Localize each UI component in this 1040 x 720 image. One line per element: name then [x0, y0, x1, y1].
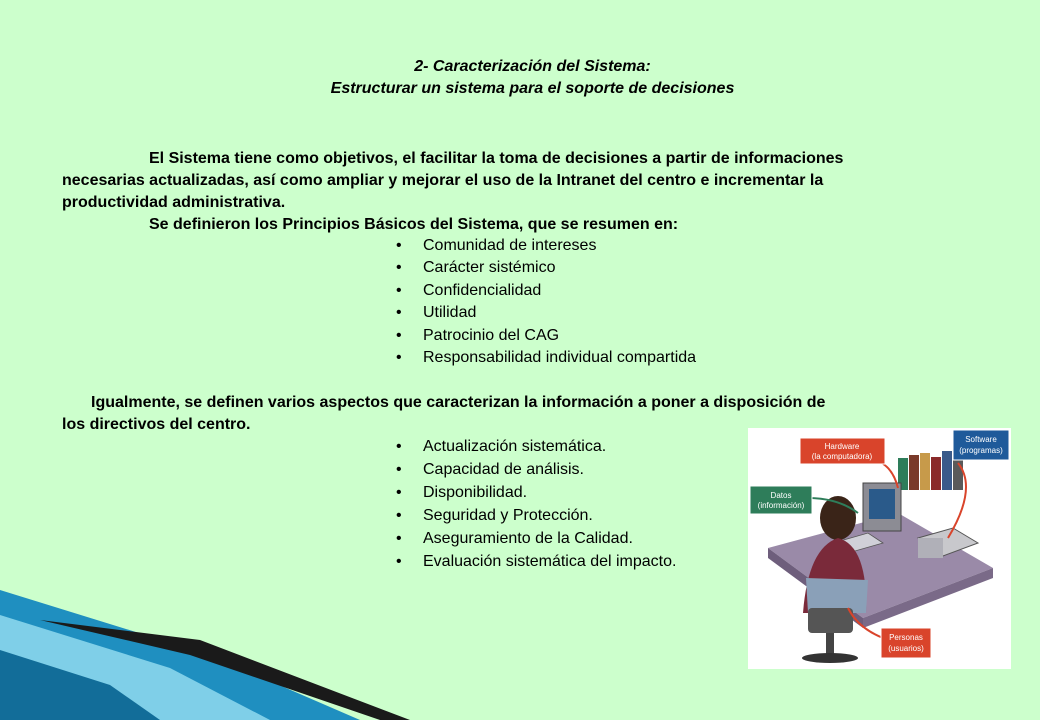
software-label [953, 430, 1009, 460]
bullet: • [396, 507, 402, 524]
list-item-text: Comunidad de intereses [423, 237, 597, 254]
system-components-illustration [748, 428, 1011, 669]
bullet: • [396, 438, 402, 455]
list-item-text: Disponibilidad. [423, 484, 528, 501]
personas-label [881, 628, 931, 658]
list-item-text: Utilidad [423, 304, 477, 322]
software-subtext: (programas) [959, 446, 1003, 455]
aspects-intro-line: Igualmente, se definen varios aspectos que caracterizan la información a poner a disposición de [91, 394, 826, 411]
list-item-text: Patrocinio del CAG [423, 326, 560, 344]
list-item-text: Capacidad de análisis. [423, 461, 584, 478]
bullet: • [396, 304, 402, 322]
page-subtitle: Estructurar un sistema para el soporte de decisiones [330, 80, 735, 97]
list-item [396, 325, 696, 347]
bullet: • [396, 349, 402, 367]
intro-line: El Sistema tiene como objetivos, el facilitar la toma de decisiones a partir de informaciones [149, 150, 844, 167]
list-item [396, 280, 696, 302]
bullet: • [396, 281, 402, 299]
list-item-text: Evaluación sistemática del impacto. [423, 553, 677, 570]
intro-paragraph [62, 148, 962, 236]
hardware-text: Hardware [824, 442, 860, 451]
list-item [396, 435, 676, 458]
list-item [396, 504, 676, 527]
bullet: • [396, 530, 402, 547]
aspects-intro-line: los directivos del centro. [62, 416, 251, 433]
list-item-text: Responsabilidad individual compartida [423, 349, 697, 367]
intro-line: necesarias actualizadas, así como ampliar y mejorar el uso de la Intranet del centro e incrementar la [62, 172, 824, 189]
hardware-subtext: (la computadora) [811, 452, 873, 461]
bullet: • [396, 484, 402, 501]
datos-text: Datos [770, 491, 792, 500]
list-item [396, 527, 676, 550]
bullet: • [396, 553, 402, 570]
list-item [396, 550, 676, 573]
principles-list [396, 235, 696, 369]
list-item-text: Seguridad y Protección. [423, 507, 593, 524]
bullet: • [396, 259, 402, 277]
list-item [396, 458, 676, 481]
datos-label [750, 486, 812, 514]
personas-text: Personas [889, 633, 923, 642]
list-item-text: Aseguramiento de la Calidad. [423, 530, 633, 547]
page-title: 2- Caracterización del Sistema: [414, 58, 651, 75]
list-item [396, 347, 696, 369]
list-item [396, 481, 676, 504]
software-text: Software [965, 435, 997, 444]
illustration-drawing [748, 428, 1011, 669]
list-item [396, 235, 696, 257]
bullet: • [396, 461, 402, 478]
list-item [396, 302, 696, 324]
aspects-list [396, 435, 676, 573]
bullet: • [396, 326, 402, 344]
personas-subtext: (usuarios) [888, 644, 924, 653]
list-item [396, 257, 696, 279]
datos-subtext: (información) [757, 501, 805, 510]
list-item-text: Confidencialidad [423, 281, 542, 299]
list-item-text: Carácter sistémico [423, 259, 556, 277]
bullet: • [396, 237, 402, 254]
list-item-text: Actualización sistemática. [423, 438, 607, 455]
hardware-label [800, 438, 885, 464]
principles-intro: Se definieron los Principios Básicos del Sistema, que se resumen en: [149, 216, 679, 233]
intro-line: productividad administrativa. [62, 194, 286, 211]
